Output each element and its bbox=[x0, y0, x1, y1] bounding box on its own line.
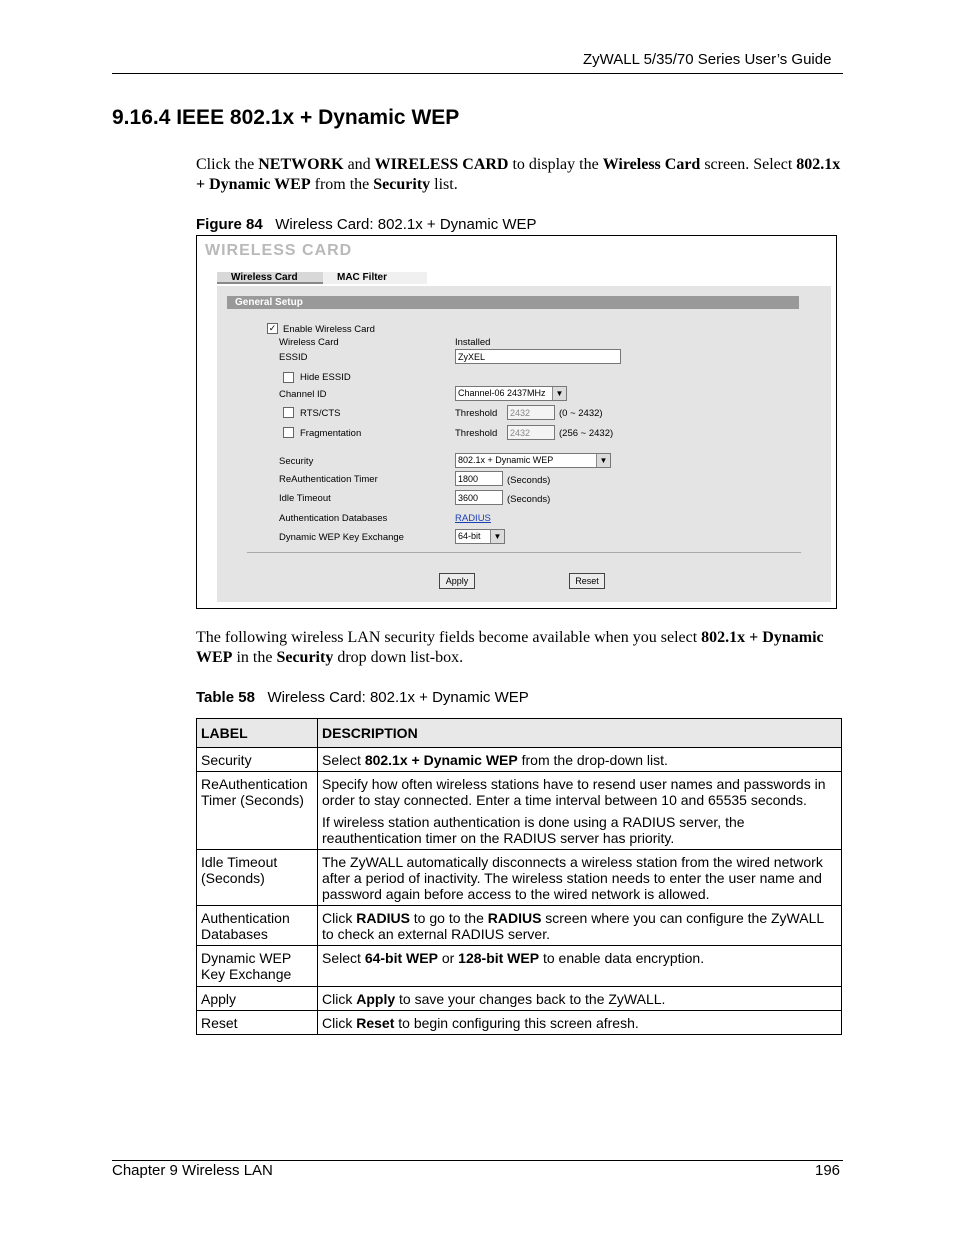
row-description: The ZyWALL automatically disconnects a wireless station from the wired network after a period of inactivity. The wireless station needs to enter the user name and password again before access to the wired network is allowed. bbox=[318, 850, 842, 906]
tab-mac-filter[interactable]: MAC Filter bbox=[323, 272, 427, 284]
table-row bbox=[197, 850, 842, 906]
row-label: Security bbox=[197, 748, 318, 772]
rts-threshold-input[interactable]: 2432 bbox=[507, 405, 555, 420]
frag-threshold-input[interactable]: 2432 bbox=[507, 425, 555, 440]
security-select[interactable]: 802.1x + Dynamic WEP ▼ bbox=[455, 453, 611, 468]
idle-timeout-label: Idle Timeout bbox=[279, 493, 331, 504]
row-description: Select 64-bit WEP or 128-bit WEP to enable data encryption. bbox=[318, 946, 842, 987]
row-description: Click RADIUS to go to the RADIUS screen where you can configure the ZyWALL to check an external RADIUS server. bbox=[318, 906, 842, 946]
table-caption: Table 58 Wireless Card: 802.1x + Dynamic WEP bbox=[196, 689, 529, 706]
tab-wireless-card[interactable]: Wireless Card bbox=[217, 272, 323, 284]
rts-range: (0 ~ 2432) bbox=[559, 408, 603, 419]
essid-input[interactable]: ZyXEL bbox=[455, 349, 621, 364]
essid-label: ESSID bbox=[279, 352, 308, 363]
guide-title: ZyWALL 5/35/70 Series User’s Guide bbox=[583, 51, 832, 68]
auth-db-label: Authentication Databases bbox=[279, 513, 388, 524]
row-label: Apply bbox=[197, 987, 318, 1011]
row-label: Idle Timeout (Seconds) bbox=[197, 850, 318, 906]
general-setup-bar: General Setup bbox=[227, 296, 799, 309]
frag-range: (256 ~ 2432) bbox=[559, 428, 614, 439]
chevron-down-icon: ▼ bbox=[596, 454, 610, 467]
radius-link[interactable]: RADIUS bbox=[455, 513, 491, 524]
table-row bbox=[197, 1011, 842, 1035]
wep-key-select[interactable]: 64-bit ▼ bbox=[455, 529, 505, 544]
row-description: Select 802.1x + Dynamic WEP from the drop-down list. bbox=[318, 748, 842, 772]
screen-title: WIRELESS CARD bbox=[205, 242, 353, 259]
fragmentation-checkbox[interactable] bbox=[283, 427, 294, 438]
footer-rule bbox=[112, 1160, 843, 1161]
apply-button[interactable]: Apply bbox=[439, 573, 475, 589]
column-header-description: DESCRIPTION bbox=[318, 719, 842, 748]
chevron-down-icon: ▼ bbox=[552, 387, 566, 400]
row-description: Click Apply to save your changes back to the ZyWALL. bbox=[318, 987, 842, 1011]
description-table bbox=[196, 718, 842, 1035]
rts-threshold-label: Threshold bbox=[455, 408, 498, 419]
security-fields-paragraph: The following wireless LAN security fields become available when you select 802.1x + Dynamic WEP in the Security drop down list-box. bbox=[196, 629, 824, 666]
settings-panel bbox=[217, 286, 831, 602]
separator bbox=[247, 552, 801, 553]
row-label: Authentication Databases bbox=[197, 906, 318, 946]
reauth-seconds: (Seconds) bbox=[507, 475, 551, 486]
row-label: Dynamic WEP Key Exchange bbox=[197, 946, 318, 987]
wireless-card-screenshot bbox=[196, 235, 837, 609]
enable-wireless-label: Enable Wireless Card bbox=[283, 324, 375, 335]
chevron-down-icon: ▼ bbox=[490, 530, 504, 543]
reauth-input[interactable]: 1800 bbox=[455, 471, 503, 486]
rts-cts-checkbox[interactable] bbox=[283, 407, 294, 418]
column-header-label: LABEL bbox=[197, 719, 318, 748]
table-row bbox=[197, 946, 842, 987]
reauth-label: ReAuthentication Timer bbox=[279, 474, 378, 485]
table-header-row bbox=[197, 719, 842, 748]
hide-essid-label: Hide ESSID bbox=[300, 372, 351, 383]
wep-key-label: Dynamic WEP Key Exchange bbox=[279, 532, 404, 543]
channel-label: Channel ID bbox=[279, 389, 327, 400]
row-label: ReAuthentication Timer (Seconds) bbox=[197, 772, 318, 850]
header-rule bbox=[112, 73, 843, 74]
row-description: Specify how often wireless stations have to resend user names and passwords in order to stay connected. Enter a time interval between 10 and 65535 seconds. If wireless station authentication is done using a RADIUS server, the reauthentication timer on the RADIUS server has priority. bbox=[318, 772, 842, 850]
frag-threshold-label: Threshold bbox=[455, 428, 498, 439]
fragmentation-label: Fragmentation bbox=[300, 428, 362, 439]
figure-caption: Figure 84 Wireless Card: 802.1x + Dynamic WEP bbox=[196, 216, 537, 233]
page-number: 196 bbox=[815, 1162, 841, 1179]
hide-essid-checkbox[interactable] bbox=[283, 372, 294, 383]
intro-paragraph: Click the NETWORK and WIRELESS CARD to display the Wireless Card screen. Select 802.1x + Dynamic WEP from the Security list. bbox=[196, 156, 841, 193]
row-label: Reset bbox=[197, 1011, 318, 1035]
wireless-card-status: Installed bbox=[455, 337, 491, 348]
enable-wireless-checkbox[interactable]: ✓ bbox=[268, 323, 277, 333]
idle-timeout-input[interactable]: 3600 bbox=[455, 490, 503, 505]
section-title: 9.16.4 IEEE 802.1x + Dynamic WEP bbox=[112, 106, 460, 129]
chapter-name: Chapter 9 Wireless LAN bbox=[112, 1162, 273, 1179]
row-description: Click Reset to begin configuring this screen afresh. bbox=[318, 1011, 842, 1035]
table-row bbox=[197, 772, 842, 850]
rts-cts-label: RTS/CTS bbox=[300, 408, 341, 419]
table-row bbox=[197, 906, 842, 946]
wireless-card-label: Wireless Card bbox=[279, 337, 339, 348]
table-row bbox=[197, 748, 842, 772]
channel-select[interactable]: Channel-06 2437MHz ▼ bbox=[455, 386, 567, 401]
table-row bbox=[197, 987, 842, 1011]
idle-seconds: (Seconds) bbox=[507, 494, 551, 505]
reset-button[interactable]: Reset bbox=[569, 573, 605, 589]
security-label: Security bbox=[279, 456, 314, 467]
